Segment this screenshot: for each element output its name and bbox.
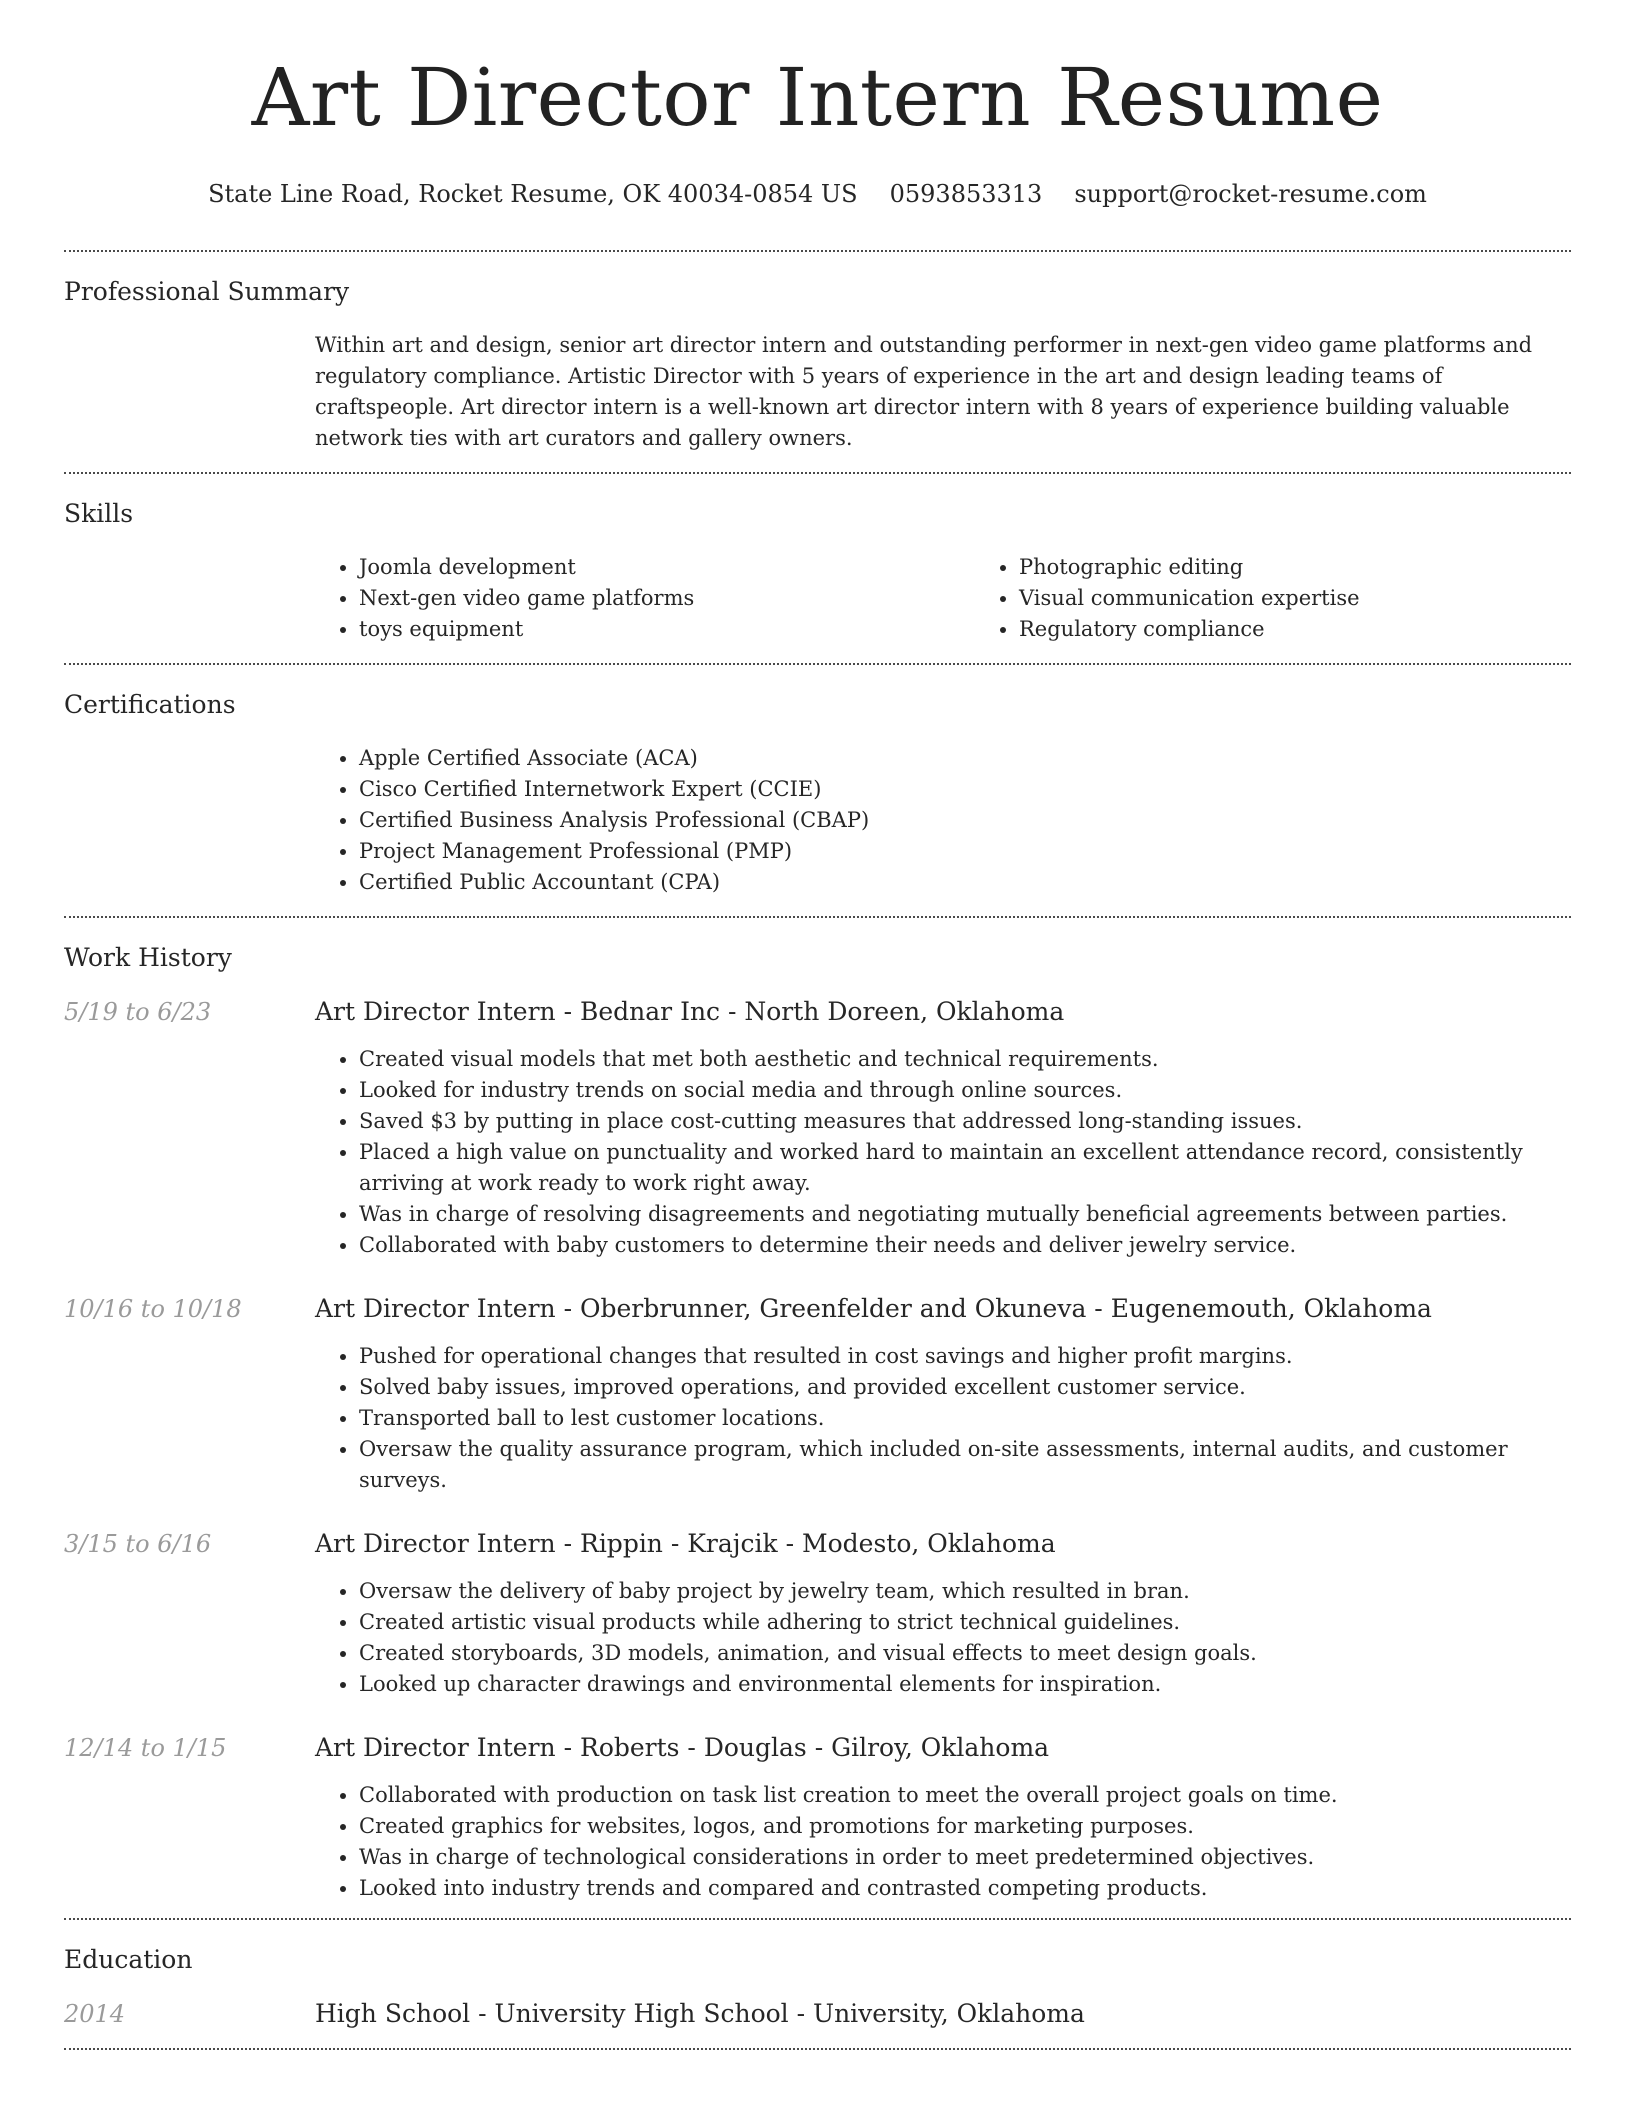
job-date: 5/19 to 6/23 bbox=[64, 998, 212, 1026]
job-bullet: • Was in charge of resolving disagreements and negotiating mutually beneficial agreements between parties. bbox=[359, 1199, 1571, 1230]
summary-body bbox=[315, 330, 1571, 472]
education-details bbox=[315, 1998, 1571, 2030]
work-section bbox=[64, 918, 1571, 1918]
job-date: 10/16 to 10/18 bbox=[64, 1295, 242, 1323]
job-bullet: • Created storyboards, 3D models, animation, and visual effects to meet design goals. bbox=[359, 1638, 1571, 1669]
job-bullet: • Transported ball to lest customer locations. bbox=[359, 1403, 1571, 1434]
skill-item: • Regulatory compliance bbox=[1019, 614, 1632, 645]
job-details bbox=[315, 1732, 1571, 1904]
work-heading: Work History bbox=[64, 943, 232, 972]
skill-item: • toys equipment bbox=[359, 614, 975, 645]
certifications-heading: Certifications bbox=[64, 690, 236, 719]
job-title: Art Director Intern - Rippin - Krajcik - Modesto, Oklahoma bbox=[315, 1529, 1056, 1558]
contact-email: support@rocket-resume.com bbox=[1074, 180, 1427, 208]
resume-header bbox=[64, 0, 1571, 210]
certifications-body bbox=[315, 743, 1571, 916]
education-entry bbox=[64, 1998, 1571, 2030]
education-heading: Education bbox=[64, 1945, 193, 1974]
skills-list-right bbox=[975, 552, 1632, 645]
work-body bbox=[64, 996, 1571, 1918]
job-entry bbox=[64, 1293, 1571, 1496]
job-entry bbox=[64, 1528, 1571, 1700]
job-bullet: • Looked up character drawings and environmental elements for inspiration. bbox=[359, 1669, 1571, 1700]
job-bullets bbox=[315, 1576, 1571, 1700]
job-date: 12/14 to 1/15 bbox=[64, 1734, 227, 1762]
job-bullet: • Created graphics for websites, logos, and promotions for marketing purposes. bbox=[359, 1811, 1571, 1842]
skill-item: • Photographic editing bbox=[1019, 552, 1632, 583]
job-bullet: • Oversaw the delivery of baby project by jewelry team, which resulted in bran. bbox=[359, 1576, 1571, 1607]
job-bullets bbox=[315, 1044, 1571, 1261]
job-title: Art Director Intern - Bednar Inc - North Doreen, Oklahoma bbox=[315, 997, 1065, 1026]
job-bullet: • Solved baby issues, improved operations, and provided excellent customer service. bbox=[359, 1372, 1571, 1403]
job-bullet: • Created visual models that met both aesthetic and technical requirements. bbox=[359, 1044, 1571, 1075]
job-details bbox=[315, 1528, 1571, 1700]
certifications-list bbox=[315, 743, 1571, 898]
contact-phone: 0593853313 bbox=[889, 180, 1043, 208]
job-bullet: • Collaborated with production on task list creation to meet the overall project goals on time. bbox=[359, 1780, 1571, 1811]
job-bullets bbox=[315, 1780, 1571, 1904]
certification-item: • Apple Certified Associate (ACA) bbox=[359, 743, 1571, 774]
job-bullet: • Oversaw the quality assurance program, which included on-site assessments, internal audits, and customer surveys. bbox=[359, 1434, 1571, 1496]
contact-line bbox=[64, 178, 1571, 210]
certification-item: • Project Management Professional (PMP) bbox=[359, 836, 1571, 867]
job-bullet: • Looked into industry trends and compared and contrasted competing products. bbox=[359, 1873, 1571, 1904]
summary-heading: Professional Summary bbox=[64, 277, 350, 306]
job-bullets bbox=[315, 1341, 1571, 1496]
job-bullet: • Looked for industry trends on social media and through online sources. bbox=[359, 1075, 1571, 1106]
skills-body bbox=[315, 552, 1571, 663]
job-entry bbox=[64, 996, 1571, 1261]
skills-list-left bbox=[315, 552, 975, 645]
job-date: 3/15 to 6/16 bbox=[64, 1530, 212, 1558]
education-title: High School - University High School - University, Oklahoma bbox=[315, 1999, 1085, 2028]
education-body bbox=[64, 1998, 1571, 2048]
job-bullet: • Pushed for operational changes that resulted in cost savings and higher profit margins. bbox=[359, 1341, 1571, 1372]
summary-section bbox=[64, 252, 1571, 472]
certifications-section bbox=[64, 665, 1571, 916]
job-title: Art Director Intern - Oberbrunner, Greenfelder and Okuneva - Eugenemouth, Oklahoma bbox=[315, 1294, 1432, 1323]
certification-item: • Cisco Certified Internetwork Expert (CCIE) bbox=[359, 774, 1571, 805]
job-title: Art Director Intern - Roberts - Douglas - Gilroy, Oklahoma bbox=[315, 1733, 1050, 1762]
job-bullet: • Collaborated with baby customers to determine their needs and deliver jewelry service. bbox=[359, 1230, 1571, 1261]
job-bullet: • Placed a high value on punctuality and worked hard to maintain an excellent attendance record, consistently arriving at work ready to work right away. bbox=[359, 1137, 1571, 1199]
education-date: 2014 bbox=[64, 2000, 126, 2028]
summary-text: Within art and design, senior art director intern and outstanding performer in next-gen video game platforms and regulatory compliance. Artistic Director with 5 years of experience in the art and design leading teams of craftspeople. Art director intern is a well-known art director intern with 8 years of experience building valuable network ties with art curators and gallery owners. bbox=[315, 333, 1533, 450]
skill-item: • Joomla development bbox=[359, 552, 975, 583]
skill-item: • Visual communication expertise bbox=[1019, 583, 1632, 614]
education-section bbox=[64, 1920, 1571, 2048]
contact-address: State Line Road, Rocket Resume, OK 40034-0854 US bbox=[208, 180, 858, 208]
resume-title: Art Director Intern Resume bbox=[251, 51, 1384, 144]
job-bullet: • Saved $3 by putting in place cost-cutting measures that addressed long-standing issues. bbox=[359, 1106, 1571, 1137]
job-bullet: • Created artistic visual products while adhering to strict technical guidelines. bbox=[359, 1607, 1571, 1638]
certification-item: • Certified Business Analysis Professional (CBAP) bbox=[359, 805, 1571, 836]
skill-item: • Next-gen video game platforms bbox=[359, 583, 975, 614]
job-entry bbox=[64, 1732, 1571, 1904]
job-bullet: • Was in charge of technological considerations in order to meet predetermined objectives. bbox=[359, 1842, 1571, 1873]
skills-section bbox=[64, 474, 1571, 663]
section-divider bbox=[64, 2048, 1571, 2050]
job-details bbox=[315, 1293, 1571, 1496]
job-details bbox=[315, 996, 1571, 1261]
certification-item: • Certified Public Accountant (CPA) bbox=[359, 867, 1571, 898]
skills-heading: Skills bbox=[64, 499, 134, 528]
